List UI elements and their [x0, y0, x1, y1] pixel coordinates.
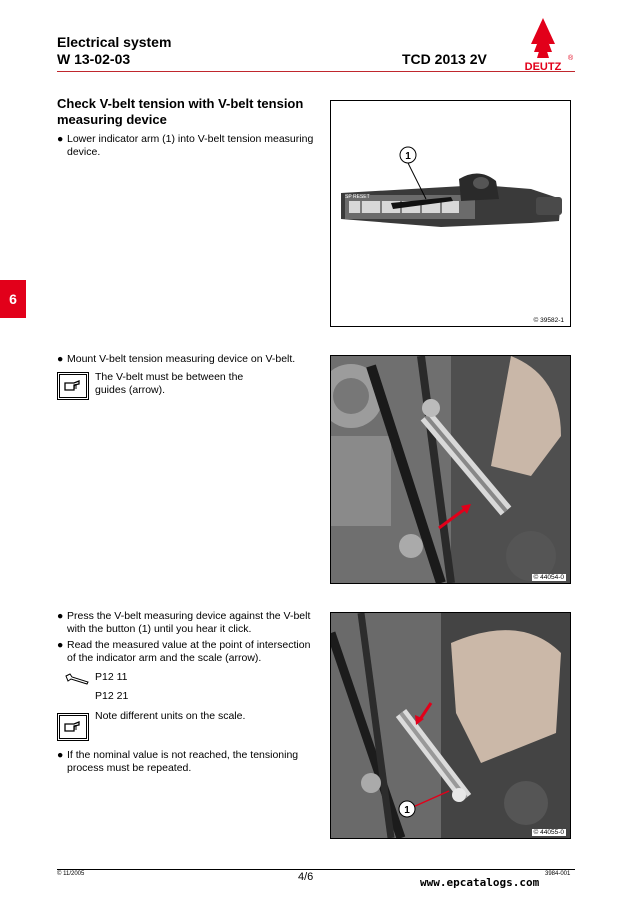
website-link[interactable]: www.epcatalogs.com [420, 876, 540, 889]
step4-text: If the nominal value is not reached, the tensioning process must be repeated. [67, 749, 299, 774]
chapter-tab: 6 [0, 280, 26, 318]
scale-label: SP RESET [345, 194, 370, 200]
note1-text: The V-belt must be between the guides (arrow). [95, 371, 244, 396]
wrench-icon [64, 672, 90, 684]
figure1-callout: 1 [405, 151, 411, 162]
header-title: Electrical system [57, 34, 172, 50]
figure1-id: © 39582-1 [533, 317, 564, 324]
bullet-dot: ● [57, 639, 64, 651]
pointing-hand-icon [57, 372, 89, 400]
figure-3 [330, 612, 571, 839]
bullet-dot: ● [57, 133, 64, 145]
tension-gauge-image [331, 101, 570, 326]
bullet-dot: ● [57, 749, 64, 761]
tool-p1211: P12 11 [95, 671, 128, 683]
figure-1 [330, 100, 571, 327]
step2-text: Mount V-belt tension measuring device on V-belt. [67, 353, 296, 365]
page-number: 4/6 [298, 871, 314, 883]
step3-bullet1 [57, 610, 322, 638]
footer-rule [57, 869, 575, 870]
belt-mount-image [331, 356, 570, 583]
footer-date: © 11/2005 [57, 871, 85, 877]
step3-bullet2 [57, 639, 322, 667]
note2-text: Note different units on the scale. [95, 710, 246, 722]
step1-text: Lower indicator arm (1) into V-belt tension measuring device. [67, 133, 314, 158]
section-title: Check V-belt tension with V-belt tension measuring device [57, 96, 304, 127]
bullet-dot: ● [57, 353, 64, 365]
figure3-id: © 44055-0 [533, 829, 564, 836]
header-model: TCD 2013 2V [402, 51, 487, 67]
header-code: W 13-02-03 [57, 51, 131, 67]
logo-text: DEUTZ [524, 61, 562, 72]
tool-p1221: P12 21 [95, 690, 129, 702]
figure2-id: © 44054-0 [533, 574, 564, 581]
step4-bullet [57, 749, 322, 777]
step1-bullet [57, 133, 322, 163]
step3-text1: Press the V-belt measuring device against the V-belt with the button (1) until you hear it click. [67, 610, 311, 635]
pointing-hand-icon [57, 713, 89, 741]
deutz-logo [512, 16, 574, 72]
bullet-dot: ● [57, 610, 64, 622]
registered-mark: ® [568, 55, 574, 62]
belt-reading-image [331, 613, 570, 838]
footer-doc-code: 3984-001 [545, 871, 571, 877]
header-rule [57, 71, 575, 72]
figure-2 [330, 355, 571, 584]
figure3-callout: 1 [404, 805, 410, 816]
step2-bullet [57, 353, 322, 367]
step3-text2: Read the measured value at the point of intersection of the indicator arm and the scale (arrow). [67, 639, 311, 664]
